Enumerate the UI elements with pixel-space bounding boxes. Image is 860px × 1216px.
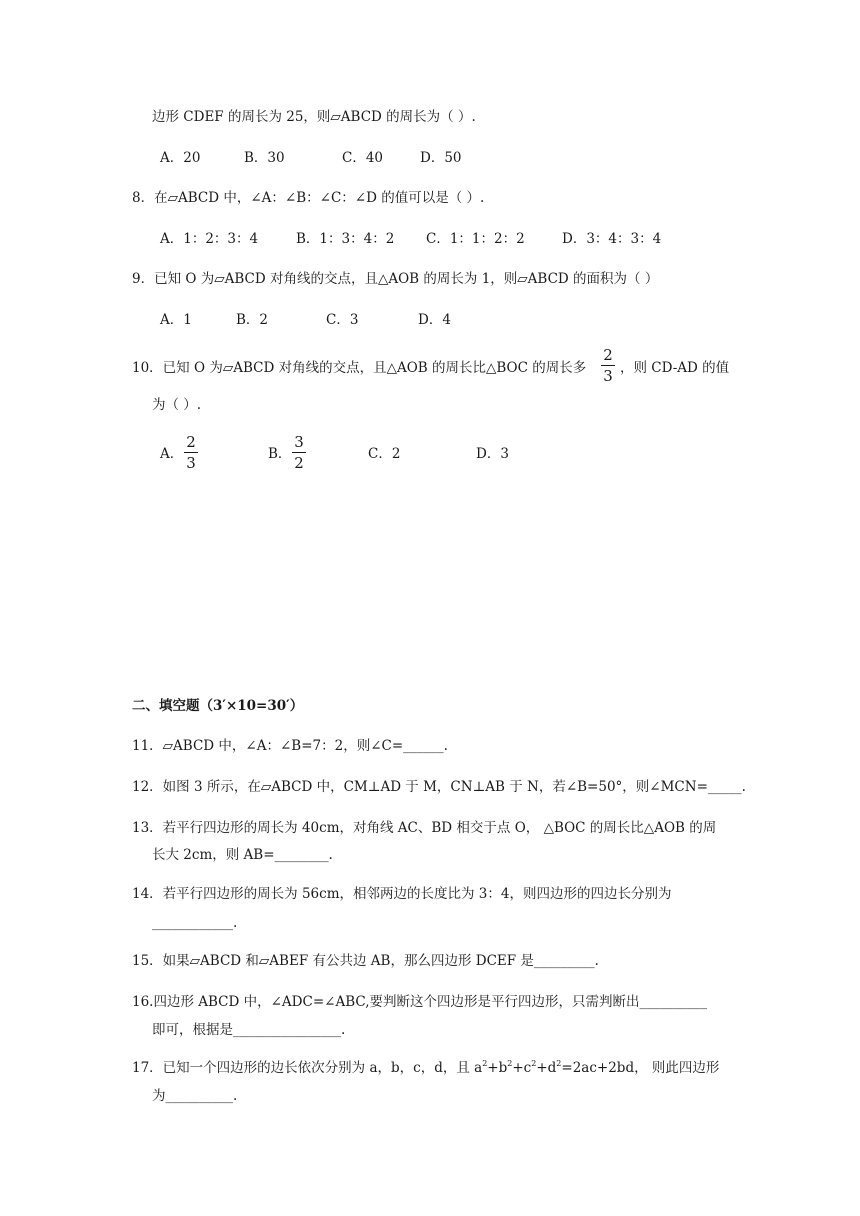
q10-text-part2: ，则 CD-AD 的值	[620, 360, 730, 376]
q17-line1	[132, 1058, 719, 1078]
q14-line1: 14．若平行四边形的周长为 56cm，相邻两边的长度比为 3：4，则四边形的四边长分别为	[132, 886, 672, 902]
q10-option-b-fraction	[292, 433, 306, 472]
section-heading: 二、填空题（3′×10=30′）	[132, 698, 304, 714]
q8-text: 8．在▱ABCD 中，∠A：∠B：∠C：∠D 的值可以是（ ）.	[132, 190, 485, 206]
fraction-bar	[292, 452, 306, 453]
q10-option-b-denominator: 2	[294, 454, 304, 472]
q14-line2: ____________.	[152, 915, 238, 931]
q16-line1: 16.四边形 ABCD 中，∠ADC=∠ABC,要判断这个四边形是平行四边形，只需判断出__________	[132, 994, 708, 1010]
q13-line1: 13．若平行四边形的周长为 40cm，对角线 AC、BD 相交于点 O， △BOC 的周长比△AOB 的周	[132, 820, 717, 836]
q17-text-a: 17．已知一个四边形的边长依次分别为 a，b，c，d，且 a	[132, 1060, 483, 1076]
exponent: 2	[507, 1059, 513, 1068]
q8-option-c: C．1：1：2：2	[426, 231, 525, 247]
q7-option-d: D．50	[420, 150, 462, 166]
q10-option-a-denominator: 3	[186, 454, 196, 472]
q10-fraction	[601, 346, 615, 385]
q10-option-d: D．3	[476, 446, 509, 462]
fraction-bar	[601, 365, 615, 366]
q13-line2: 长大 2cm，则 AB=________.	[152, 847, 333, 863]
q17-text-b: +b	[487, 1060, 508, 1076]
q15-text: 15．如果▱ABCD 和▱ABEF 有公共边 AB，那么四边形 DCEF 是_________.	[132, 953, 599, 969]
q17-text-e: =2ac+2bd， 则此四边形	[561, 1060, 720, 1076]
q9-option-b: B．2	[236, 312, 269, 328]
q10-text-line2: 为（ ）.	[152, 397, 202, 413]
exponent: 2	[482, 1059, 488, 1068]
q10-fraction-numerator: 2	[603, 346, 613, 364]
exponent: 2	[556, 1059, 562, 1068]
q7-continuation: 边形 CDEF 的周长为 25，则▱ABCD 的周长为（ ）.	[152, 109, 476, 125]
q10-option-a-label: A．	[160, 446, 184, 462]
q7-option-a: A．20	[160, 150, 201, 166]
q9-text: 9．已知 O 为▱ABCD 对角线的交点，且△AOB 的周长为 1，则▱ABCD 的面积为（ ）	[132, 271, 659, 287]
q9-option-d: D．4	[418, 312, 451, 328]
q9-option-a: A．1	[160, 312, 192, 328]
q10-option-b-numerator: 3	[294, 433, 304, 451]
q7-option-c: C．40	[342, 150, 384, 166]
q10-option-b-label: B．	[268, 446, 292, 462]
q8-option-d: D．3：4：3：4	[562, 231, 662, 247]
q10-fraction-denominator: 3	[603, 367, 613, 385]
fraction-bar	[184, 452, 198, 453]
q10-option-c: C．2	[368, 446, 401, 462]
q12-text: 12．如图 3 所示，在▱ABCD 中，CM⊥AD 于 M，CN⊥AB 于 N，若∠B=50°，则∠MCN=_____.	[132, 779, 746, 795]
q10-text-part1: 10．已知 O 为▱ABCD 对角线的交点，且△AOB 的周长比△BOC 的周长多	[132, 360, 587, 376]
q10-option-a-fraction	[184, 433, 198, 472]
q16-line2: 即可，根据是________________.	[152, 1022, 346, 1038]
q10-option-a-numerator: 2	[186, 433, 196, 451]
q9-option-c: C．3	[326, 312, 359, 328]
q11-text: 11．▱ABCD 中，∠A：∠B=7：2，则∠C=______.	[132, 738, 448, 754]
exponent: 2	[531, 1059, 537, 1068]
q8-option-b: B．1：3：4：2	[296, 231, 395, 247]
q17-text-d: +d	[536, 1060, 557, 1076]
q8-option-a: A．1：2：3：4	[160, 231, 259, 247]
q17-line2: 为__________.	[152, 1088, 238, 1104]
q7-option-b: B．30	[244, 150, 285, 166]
q17-text-c: +c	[512, 1060, 532, 1076]
